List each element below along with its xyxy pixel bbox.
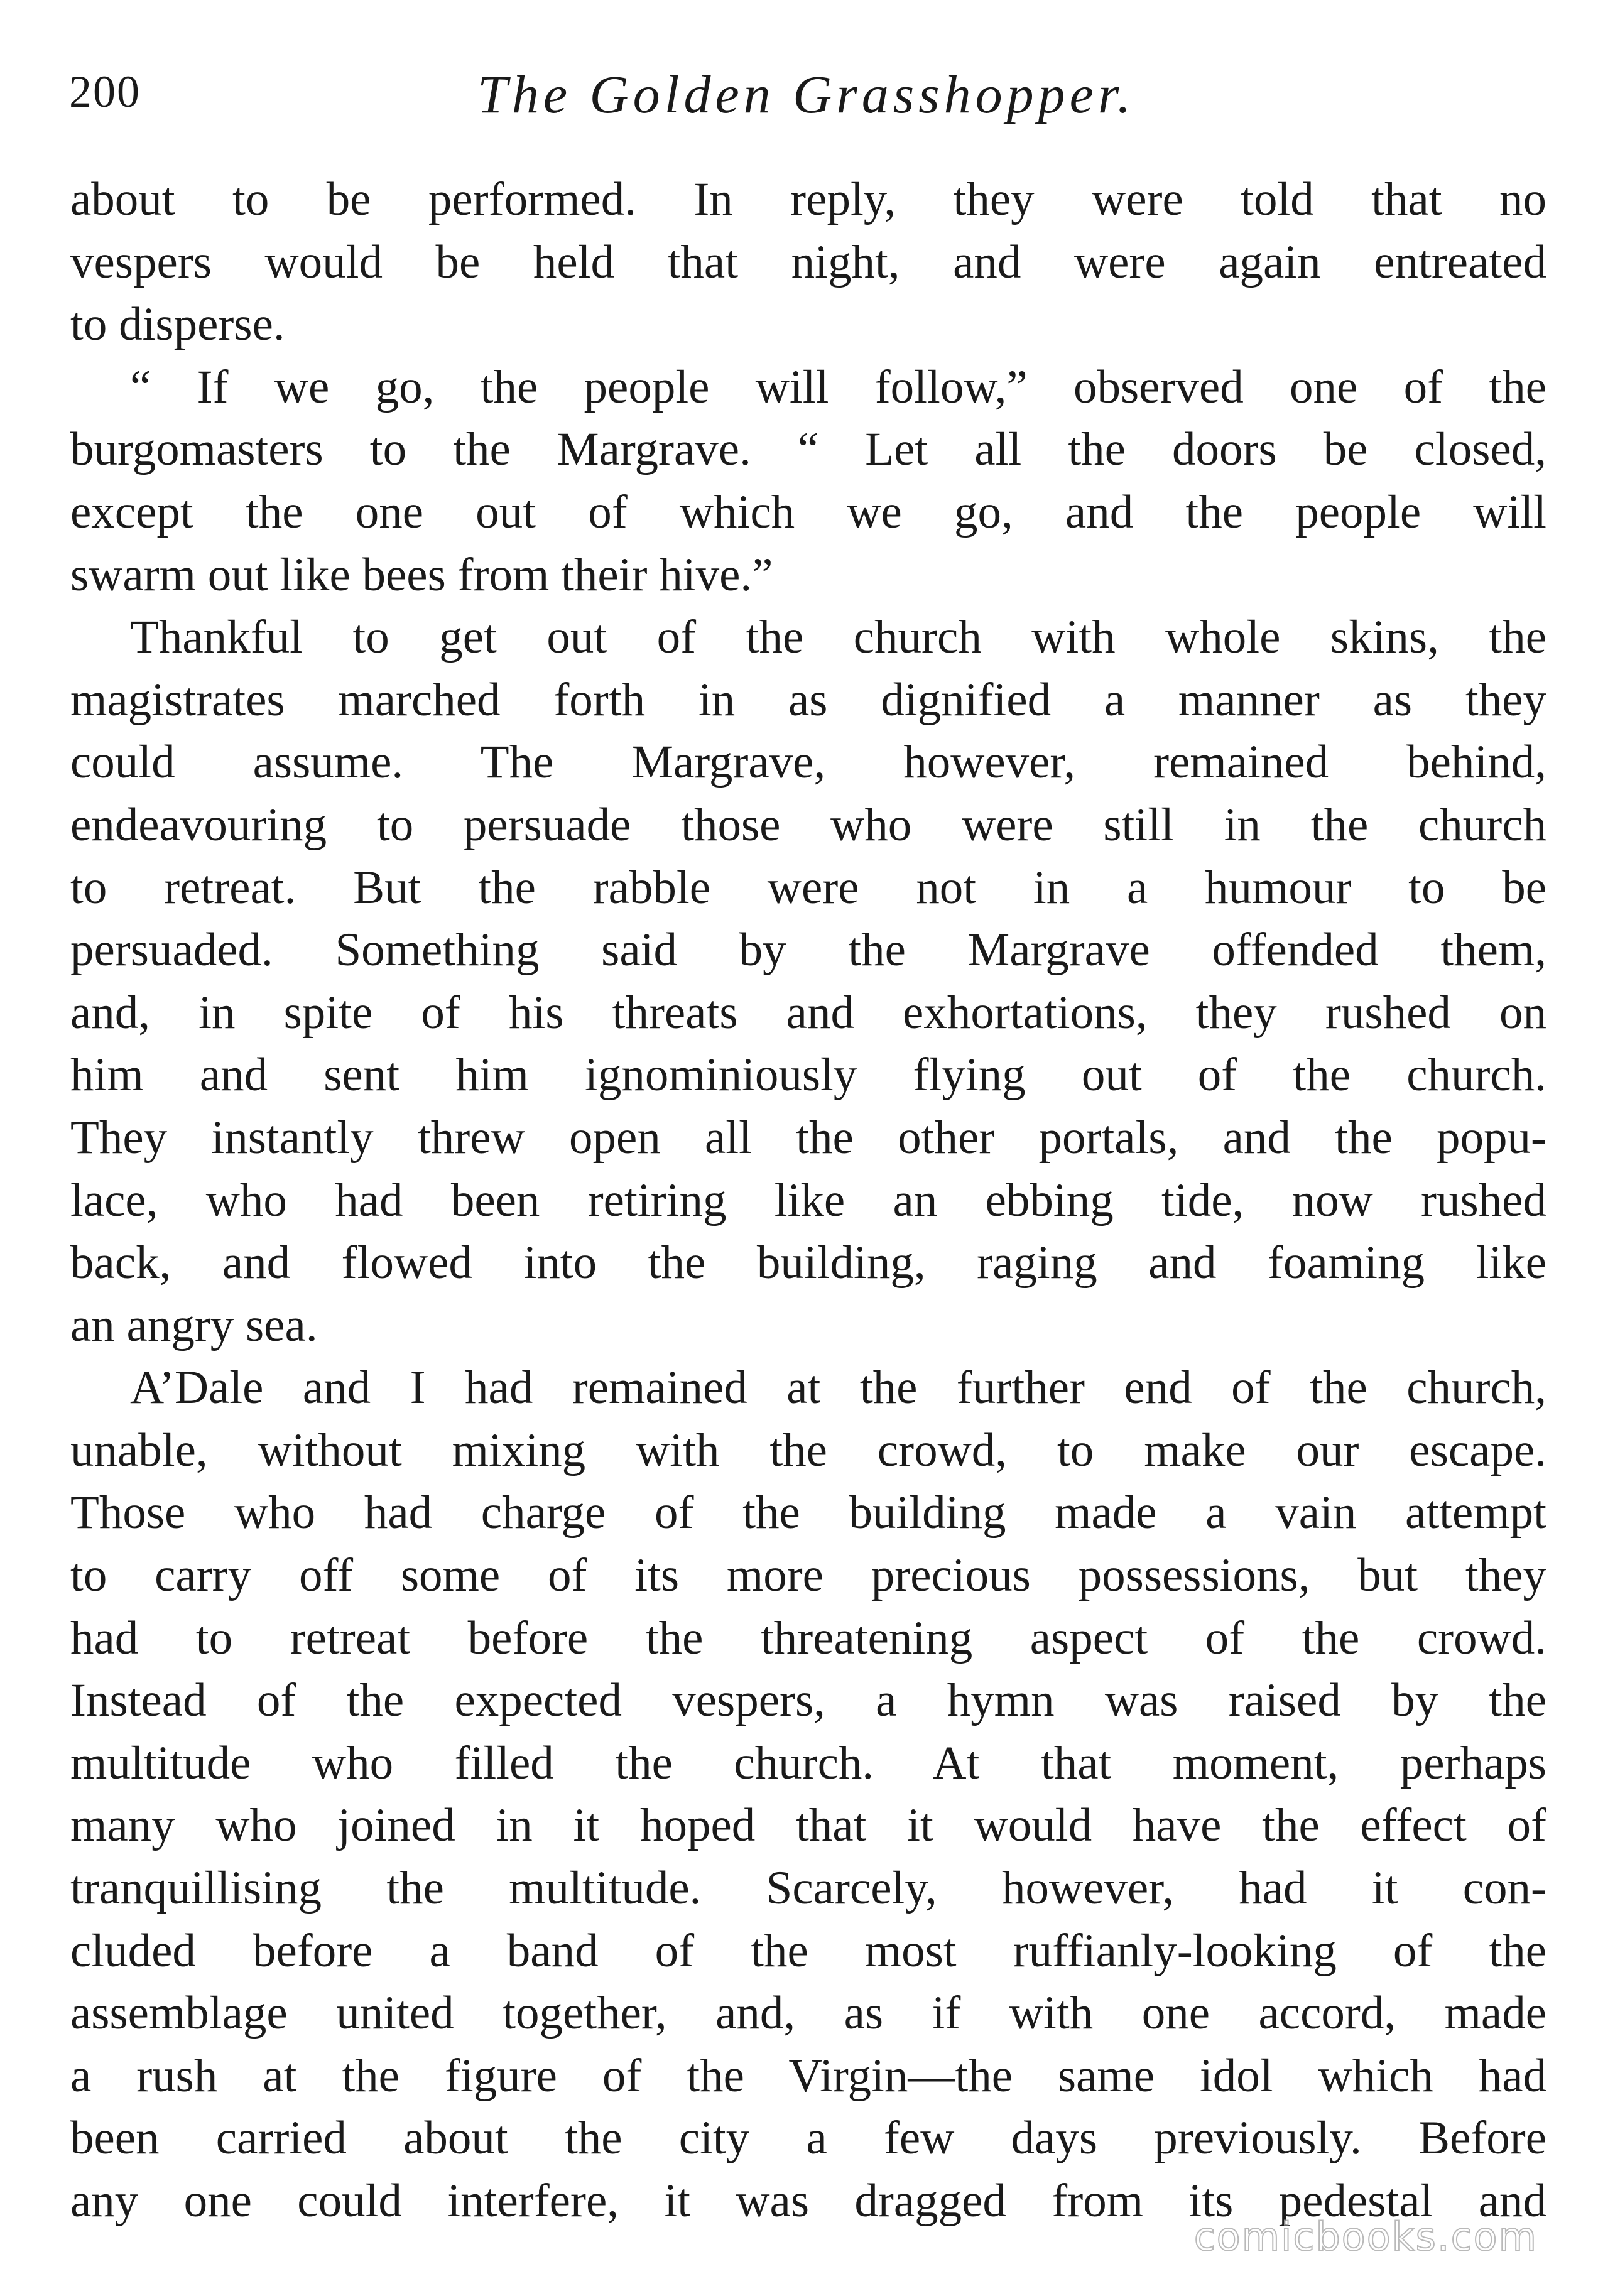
body-text xyxy=(70,168,1546,2233)
text-line: swarm out like bees from their hive.” xyxy=(70,548,773,601)
text-line: persuaded. Something said by the Margrave offended them, xyxy=(70,924,1546,977)
text-line: multitude who filled the church. At that moment, perhaps xyxy=(70,1736,1546,1789)
text-line: Instead of the expected vespers, a hymn was raised by the xyxy=(70,1674,1546,1727)
text-line: Those who had charge of the building made a vain attempt xyxy=(70,1486,1546,1539)
text-line: and, in spite of his threats and exhortations, they rushed on xyxy=(70,986,1546,1039)
text-line: many who joined in it hoped that it would have the effect of xyxy=(70,1799,1546,1852)
page-number: 200 xyxy=(69,67,141,117)
text-line: about to be performed. In reply, they were told that no xyxy=(70,173,1546,225)
text-line: been carried about the city a few days previously. Before xyxy=(70,2112,1546,2165)
text-line: an angry sea. xyxy=(70,1299,318,1351)
text-line: a rush at the figure of the Virgin—the same idol which had xyxy=(70,2049,1546,2102)
text-line: him and sent him ignominiously flying out of the church. xyxy=(70,1049,1546,1102)
text-line: except the one out of which we go, and the people will xyxy=(70,485,1546,538)
text-line: endeavouring to persuade those who were still in the church xyxy=(70,798,1546,851)
text-line: lace, who had been retiring like an ebbing tide, now rushed xyxy=(70,1174,1546,1227)
text-line: A’Dale and I had remained at the further end of the church, xyxy=(130,1362,1546,1414)
text-line: “ If we go, the people will follow,” observed one of the xyxy=(130,360,1546,413)
text-line: to carry off some of its more precious possessions, but they xyxy=(70,1549,1546,1602)
text-line: They instantly threw open all the other portals, and the popu- xyxy=(70,1111,1546,1164)
text-line: Thankful to get out of the church with whole skins, the xyxy=(130,611,1546,664)
text-line: cluded before a band of the most ruffianly-looking of the xyxy=(70,1924,1546,1977)
text-line: had to retreat before the threatening aspect of the crowd. xyxy=(70,1611,1546,1664)
text-line: to retreat. But the rabble were not in a humour to be xyxy=(70,861,1546,914)
text-line: tranquillising the multitude. Scarcely, however, had it con- xyxy=(70,1862,1546,1915)
text-line: unable, without mixing with the crowd, to make our escape. xyxy=(70,1424,1546,1476)
text-line: any one could interfere, it was dragged from its pedestal and xyxy=(70,2175,1546,2227)
text-line: vespers would be held that night, and were again entreated xyxy=(70,236,1546,288)
watermark: comicbooks.com xyxy=(1193,2214,1538,2260)
running-title: The Golden Grasshopper. xyxy=(477,64,1136,124)
page-header xyxy=(69,60,1539,135)
text-line: to disperse. xyxy=(70,298,285,351)
text-line: back, and flowed into the building, raging and foaming like xyxy=(70,1237,1546,1289)
text-line: could assume. The Margrave, however, remained behind, xyxy=(70,736,1546,789)
text-line: magistrates marched forth in as dignified a manner as they xyxy=(70,673,1546,726)
text-line: assemblage united together, and, as if with one accord, made xyxy=(70,1987,1546,2040)
text-line: burgomasters to the Margrave. “ Let all the doors be closed, xyxy=(70,423,1546,476)
